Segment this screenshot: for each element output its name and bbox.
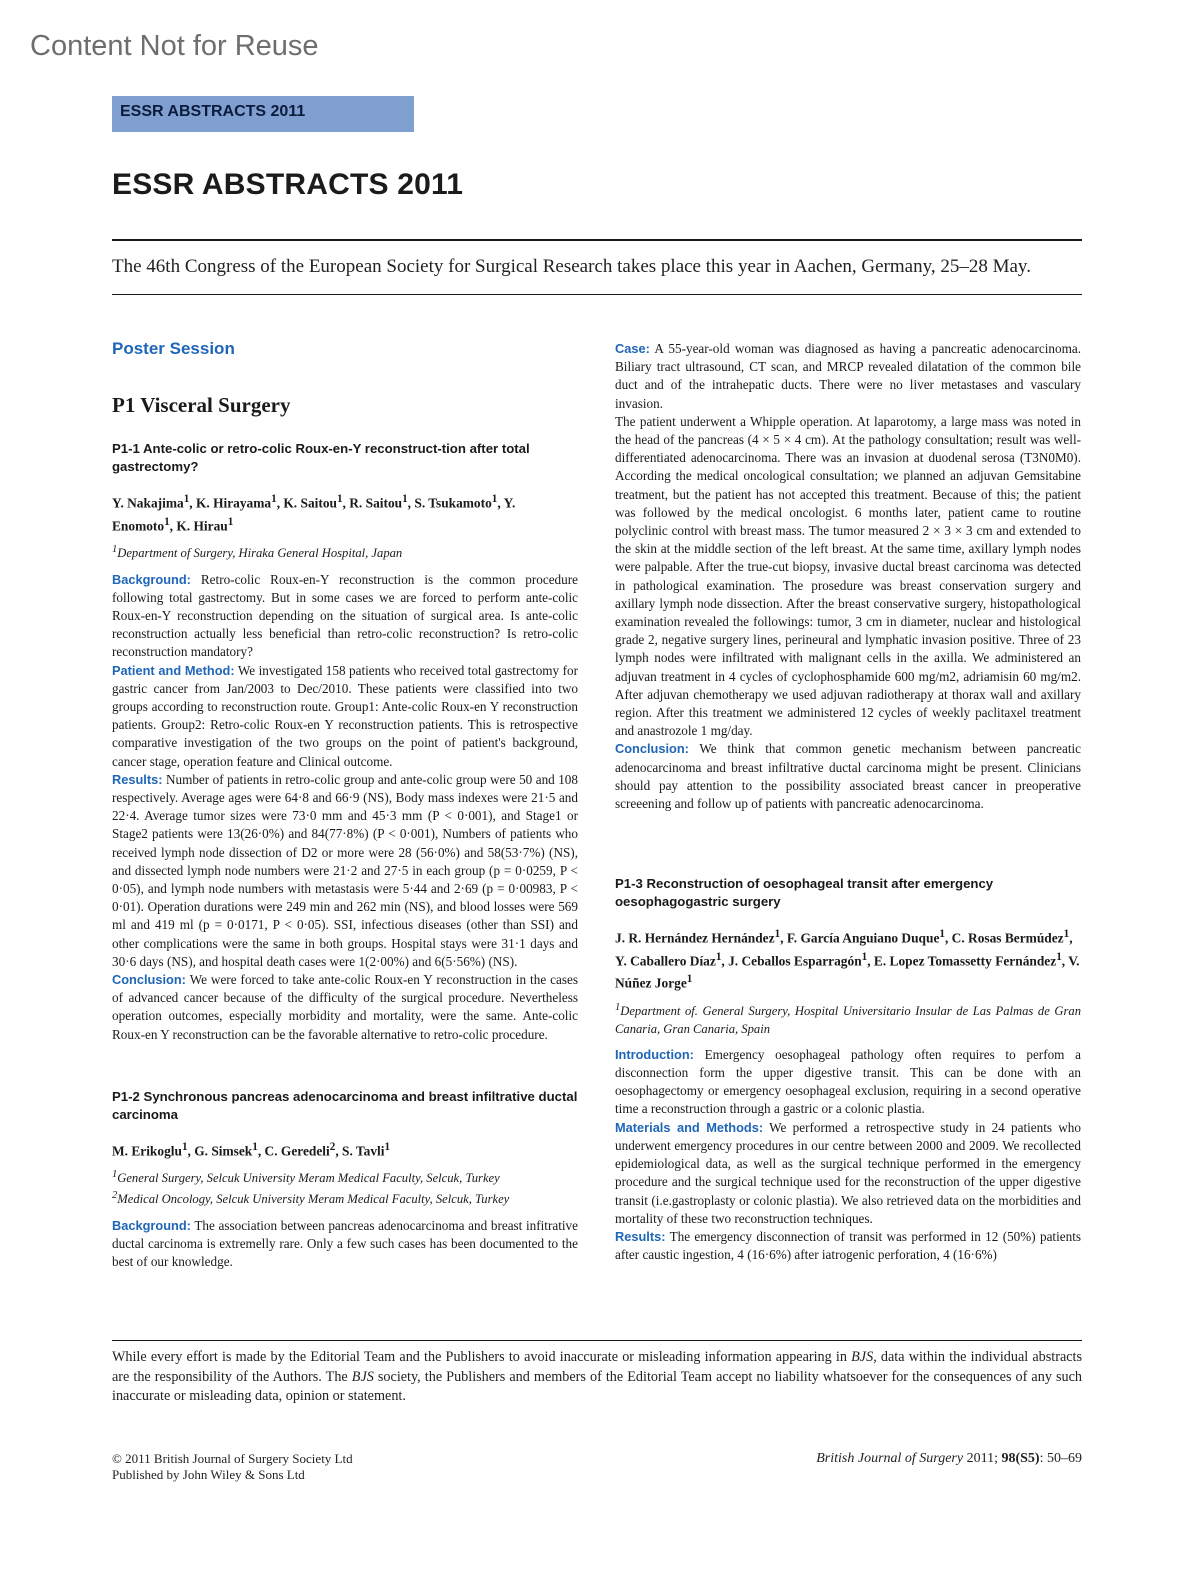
section-label: Results: — [615, 1228, 666, 1244]
author-name: C. Rosas Bermúdez — [951, 930, 1064, 946]
abstract-paragraph: The patient underwent a Whipple operation. At laparotomy, a large mass was noted in the head of the pancreas (4 × 5 × 4 cm). At the pathology consultation; result was well-differentiated adenocarcinoma. There was an invasion at duodenal serosa (T3N0M0). According the medical oncological consultation; we planned an adjuvan Gemsitabine treatment, but the patient has not accepted this treatment. Because of this; the patient was followed by the medical oncologist. 6 months later, patient came to routine polyclinic control with breast mass. The tumor measured 2 × 3 × 3 cm and extended to the skin at the middle section of the left breast. At the same time, axillary lymph nodes were palpable. After the true-cut biopsy, invasive ductal breast carcinoma was detected in pathological examination. The prosedure was breast conservation surgery and axillary lymph node dissection. After the breast conservative surgery, histopathological examination revealed the followings: tumor, 3 cm in diameter, nuclear and histological grade 2, negative surgery lines, perineural and lymphatic invasion positive. Three of 23 lymph nodes were infiltrated with malignant cells in the axilla. We administered an adjuvan treatment in 4 cycles of cyclophosphamide 600 mg/m2, adriamisin 60 mg/m2. After adjuvan chemotherapy we used adjuvan radiotherapy at thorax wall and axillary region. After this treatment we administered 12 cycles of weekly paclitaxel treatment and anastrozole 1 mg/day. — [615, 413, 1081, 739]
poster-session-heading: Poster Session — [112, 339, 235, 358]
abstract-paragraph — [112, 771, 578, 971]
affiliation-line — [615, 999, 1081, 1038]
journal-abbreviation: BJS — [851, 1349, 874, 1365]
author-affiliation-mark: 1 — [491, 493, 498, 506]
author-separator: , — [189, 495, 196, 511]
author-name: E. Lopez Tomassetty Fernández — [873, 953, 1057, 969]
affiliation-mark: 2 — [112, 1190, 118, 1202]
affiliation-mark: 1 — [615, 1001, 621, 1013]
author-separator: , — [169, 518, 177, 534]
abstract-paragraph — [112, 571, 578, 662]
publisher-line: Published by John Wiley & Sons Ltd — [112, 1466, 305, 1482]
paragraph-text: Emergency oesophageal pathology often requires to perfom a disconnection form the upper digestive transit. This can be done with an oesophagectomy or emergency oesophageal exclusion, requiring in a second operative time a reconstruction through a gastric or a colonic plastia. — [615, 1046, 1081, 1117]
paragraph-text: The emergency disconnection of transit was performed in 12 (50%) patients after caustic ingestion, 4 (16·6%) after iatrogenic perforation, 4 (16·6%) — [615, 1228, 1081, 1263]
abstract-paragraph — [112, 662, 578, 771]
author-affiliation-mark: 1 — [715, 950, 722, 963]
abstract-title: P1-3 Reconstruction of oesophageal transit after emergency oesophagogastric surgery — [615, 876, 994, 910]
editorial-disclaimer — [112, 1348, 1082, 1407]
affiliation-text: General Surgery, Selcuk University Meram Medical Faculty, Selcuk, Turkey — [117, 1171, 500, 1186]
author-list — [112, 1138, 578, 1160]
author-name: V. Núñez Jorge — [615, 953, 1080, 991]
section-label: Background: — [112, 1217, 191, 1233]
section-label: Conclusion: — [112, 972, 186, 987]
author-separator: , — [497, 495, 504, 511]
abstract-paragraph — [615, 1046, 1081, 1119]
author-separator: , — [780, 930, 787, 946]
author-separator: , — [257, 1143, 265, 1159]
abstract-title: P1-2 Synchronous pancreas adenocarcinoma and breast infiltrative ductal carcinoma — [112, 1088, 578, 1122]
author-affiliation-mark: 1 — [861, 950, 868, 963]
congress-announcement: The 46th Congress of the European Society for Surgical Research takes place this year in Aachen, Germany, 25–28 May. — [112, 256, 1031, 277]
author-affiliation-mark: 1 — [939, 928, 945, 941]
author-separator: , — [1061, 953, 1069, 969]
abstract-p1-3 — [615, 875, 1081, 1264]
author-separator: , — [335, 1143, 343, 1159]
author-affiliation-mark: 1 — [336, 493, 343, 506]
abstract-paragraph — [615, 1119, 1081, 1228]
author-affiliation-mark: 1 — [181, 1140, 188, 1153]
watermark: Content Not for Reuse — [30, 30, 319, 62]
author-name: Y. Enomoto — [112, 495, 516, 534]
copyright-notice — [112, 1451, 353, 1482]
author-affiliation-mark: 1 — [164, 515, 170, 528]
journal-abbreviation: BJS — [351, 1368, 374, 1385]
paragraph-text: Retro-colic Roux-en-Y reconstruction is the common procedure following total gastrectomy. But in some cases we are forced to perform ante-colic Roux-en-Y reconstruction depending on the situation of surgical area. Is ante-colic reconstruction actually less beneficial than retro-colic reconstruction? Is retro-colic reconstruction mandatory? — [112, 571, 578, 660]
left-column — [112, 340, 578, 1271]
journal-citation — [816, 1451, 1082, 1467]
author-affiliation-mark: 2 — [329, 1140, 336, 1153]
top-rule — [112, 239, 1082, 241]
author-name: M. Erikoglu — [112, 1143, 182, 1159]
author-affiliation-mark: 1 — [183, 493, 190, 506]
abstract-paragraph — [615, 740, 1081, 813]
paragraph-text: We investigated 158 patients who received total gastrectomy for gastric cancer from Jan/2003 to Dec/2010. These patients were classified into two groups according to reconstruction route. Group1: Ante-colic Roux-en Y reconstruction patients. Group2: Retro-colic Roux-en Y reconstruction patients. This is retrospective comparative investigation of the two groups on the point of patient's background, cancer stage, operation feature and Clinical outcome. — [112, 662, 578, 769]
author-separator: , — [1069, 930, 1073, 946]
author-name: F. García Anguiano Duque — [786, 930, 940, 946]
paragraph-text: We think that common genetic mechanism between pancreatic adenocarcinoma and breast infiltrative ductal carcinoma might be present. Clinicians should pay attention to the possibility associated breast cancer in preoperative screeening and follow up of patients with pancreatic adenocarcinoma. — [615, 741, 1081, 812]
page-title: ESSR ABSTRACTS 2011 — [112, 168, 464, 201]
author-name: K. Saitou — [283, 495, 337, 511]
author-separator: , — [276, 495, 284, 511]
paragraph-text: We performed a retrospective study in 24 patients who underwent emergency procedures in our centre between 2000 and 2009. We recollected epidemiological data, as well as the surgical technique performed in the emergency procedure and the surgical technique used for the reconstruction of the upper digestive transit (i.e.gastroplasty or colonic plastia). We also retrieved data on the morbidities and mortality of these two reconstruction techniques. — [615, 1119, 1081, 1226]
author-separator: , — [721, 953, 729, 969]
journal-name: British Journal of Surgery — [816, 1451, 964, 1466]
abstract-p1-2 — [112, 1088, 578, 1271]
abstract-body — [112, 571, 578, 1044]
paragraph-text: A 55-year-old woman was diagnosed as having a pancreatic adenocarcinoma. Biliary tract ultrasound, CT scan, and MRCP revealed dilatation of the common bile duct and of the intrahepatic ducts. There were no liver metastases and vasculary invasion. — [615, 341, 1081, 411]
abstract-p1-1 — [112, 440, 578, 1043]
author-name: R. Saitou — [349, 495, 403, 511]
author-affiliation-mark: 1 — [227, 515, 234, 528]
copyright-line: © 2011 British Journal of Surgery Society Ltd — [112, 1451, 353, 1466]
header-bottom-rule — [112, 294, 1082, 295]
right-column — [615, 340, 1081, 1264]
author-affiliation-mark: 1 — [402, 493, 408, 506]
journal-volume: 98(S5) — [1001, 1451, 1040, 1466]
author-separator: , — [407, 495, 415, 511]
journal-pages: : 50–69 — [1039, 1451, 1082, 1466]
author-separator: , — [944, 930, 952, 946]
abstract-paragraph — [112, 1217, 578, 1272]
section-label: Results: — [112, 771, 163, 787]
abstract-paragraph — [615, 1228, 1081, 1264]
disclaimer-text: , data within the individual abstracts are the responsibility of the Authors. The — [112, 1349, 1082, 1385]
abstract-body — [615, 1046, 1081, 1264]
author-name: J. R. Hernández Hernández — [615, 930, 775, 946]
author-separator: , — [867, 953, 874, 969]
section-label: Conclusion: — [615, 741, 689, 757]
affiliation-mark: 1 — [112, 1169, 118, 1181]
author-affiliation-mark: 1 — [252, 1140, 258, 1153]
abstract-title: P1-1 Ante-colic or retro-colic Roux-en-Y reconstruct-tion after total gastrectomy? — [112, 441, 530, 475]
author-separator: , — [342, 495, 350, 511]
author-name: S. Tsukamoto — [414, 495, 492, 511]
abstract-p1-2-continued — [615, 340, 1081, 813]
affiliation-line — [112, 541, 578, 562]
author-separator: , — [187, 1143, 195, 1159]
section-label: Case: — [615, 341, 650, 356]
affiliations — [112, 541, 578, 562]
author-name: Y. Caballero Díaz — [615, 953, 716, 969]
affiliation-text: Department of. General Surgery, Hospital Universitario Insular de Las Palmas de Gran Canaria, Gran Canaria, Spain — [615, 1003, 1081, 1036]
disclaimer-text: While every effort is made by the Editorial Team and the Publishers to avoid inaccurate or misleading information appearing in — [112, 1349, 852, 1365]
author-affiliation-mark: 1 — [774, 928, 781, 941]
paragraph-text: Number of patients in retro-colic group and ante-colic group were 50 and 108 respectively. Average ages were 64·8 and 66·9 (NS), Body mass indexes were 21·5 and 22·4. Average tumor sizes were 73·0 mm and 45·3 mm (P < 0·001), and Stage1 or Stage2 patients were 13(26·0%) and 84(77·8%) (P < 0·001), Numbers of patients who received lymph node dissection of D2 or more were 28 (56·0%) and 58(53·7%) (NS), and dissected lymph node numbers were 21·2 and 27·5 in each group (p = 0·0259, P < 0·05), and lymph node numbers with metastasis were 5·44 and 2·69 (p = 0·00983, P < 0·01). Operation durations were 249 min and 262 min (NS), and blood losses were 569 ml and 419 ml (p = 0·0171, P < 0·05). SSI, infectious diseases (other than SSI) and other complications were the same in both groups. Hospital stays were 31·1 days and 30·6 days (NS), and hospital death cases were 1(2·00%) and 6(5·56%) (NS). — [112, 771, 578, 969]
author-name: J. Ceballos Esparragón — [728, 953, 862, 969]
abstract-paragraph — [615, 340, 1081, 413]
author-name: C. Geredeli — [264, 1143, 330, 1159]
author-affiliation-mark: 1 — [384, 1140, 391, 1153]
footer-rule — [112, 1340, 1082, 1341]
author-name: S. Tavli — [342, 1143, 385, 1159]
author-name: G. Simsek — [194, 1143, 253, 1159]
paragraph-text: We were forced to take ante-colic Roux-en Y reconstruction in the cases of advanced cancer because of the difficulty of the surgical procedure. Nevertheless operation outcomes, especially morbidity and mortality, were the same. Ante-colic Roux-en Y reconstruction can be the favorable alternative to retro-colic procedure. — [112, 972, 578, 1042]
affiliation-text: Medical Oncology, Selcuk University Meram Medical Faculty, Selcuk, Turkey — [117, 1192, 510, 1207]
author-affiliation-mark: 1 — [686, 973, 693, 986]
paragraph-text: The association between pancreas adenocarcinoma and breast infitrative ductal carcinoma is extremelly rare. Only a few such cases has been documented to the best of our knowledge. — [112, 1217, 578, 1270]
author-name: Y. Nakajima — [112, 495, 184, 511]
author-name: K. Hirayama — [195, 495, 272, 511]
author-affiliation-mark: 1 — [1063, 928, 1070, 941]
section-label: Background: — [112, 571, 191, 587]
section-label: Patient and Method: — [112, 662, 235, 678]
affiliation-mark: 1 — [112, 544, 118, 556]
author-affiliation-mark: 1 — [1056, 950, 1062, 963]
section-label: Introduction: — [615, 1046, 694, 1062]
affiliation-text: Department of Surgery, Hiraka General Hospital, Japan — [117, 546, 403, 561]
affiliation-line — [112, 1166, 578, 1187]
affiliations — [112, 1166, 578, 1208]
visceral-surgery-heading: P1 Visceral Surgery — [112, 393, 291, 418]
author-list — [615, 925, 1081, 992]
author-affiliation-mark: 1 — [271, 493, 277, 506]
section-label: Materials and Methods: — [615, 1119, 764, 1135]
disclaimer-text: society, the Publishers and members of the Editorial Team accept no liability whatsoever for the consequences of any such inaccurate or misleading data, opinion or statement. — [112, 1368, 1082, 1404]
affiliation-line — [112, 1187, 578, 1208]
abstract-paragraph — [112, 971, 578, 1044]
journal-year: 2011; — [963, 1451, 1002, 1466]
author-list — [112, 490, 578, 535]
affiliations — [615, 999, 1081, 1038]
author-name: K. Hirau — [176, 518, 228, 534]
section-banner: ESSR ABSTRACTS 2011 — [112, 96, 414, 132]
